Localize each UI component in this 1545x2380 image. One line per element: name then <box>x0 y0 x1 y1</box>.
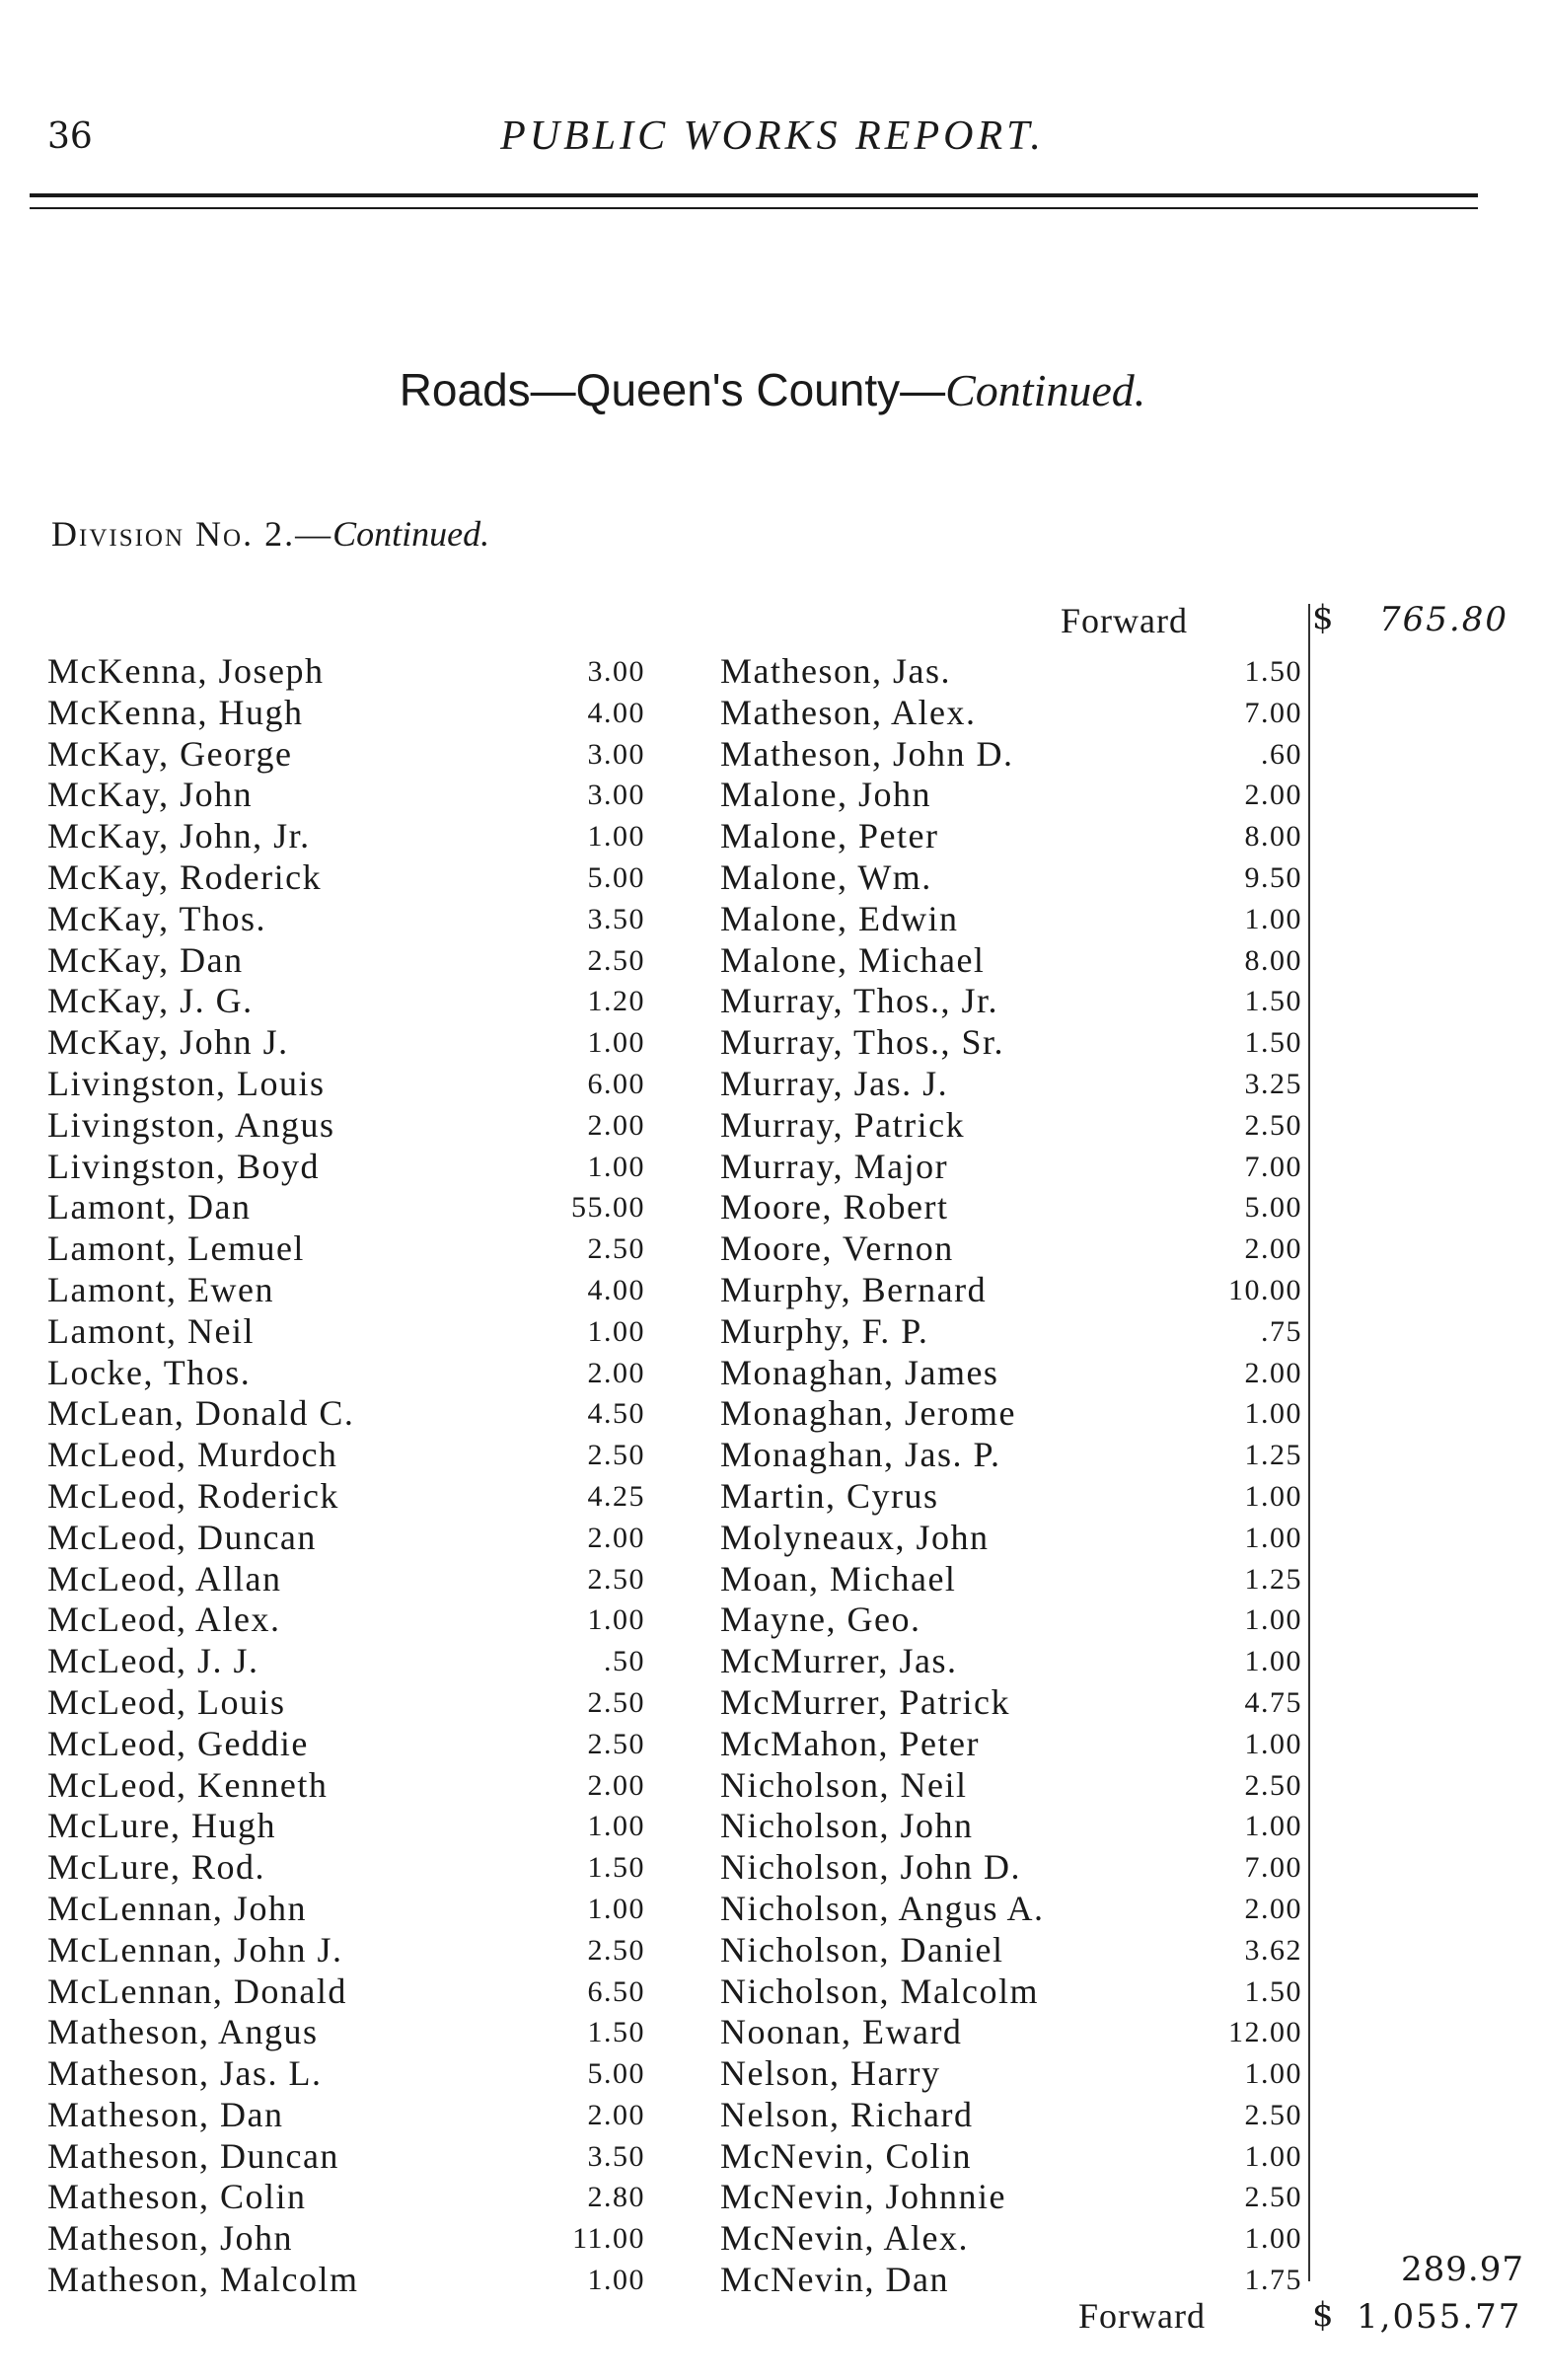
list-item <box>720 2218 1312 2260</box>
entry-amount: 1.00 <box>1244 2057 1302 2091</box>
list-item <box>47 1599 645 1641</box>
list-item <box>47 1393 645 1435</box>
list-item <box>720 2012 1312 2053</box>
entry-name: McKay, Dan <box>47 939 244 980</box>
entry-name: Monaghan, Jas. P. <box>720 1435 1001 1475</box>
entry-amount: 7.00 <box>1244 1851 1302 1885</box>
header-rule-thick <box>30 193 1478 197</box>
entry-name: Locke, Thos. <box>47 1352 252 1392</box>
entry-name: Matheson, Malcolm <box>47 2260 359 2300</box>
list-item <box>720 734 1312 776</box>
entry-amount: 4.50 <box>587 1397 645 1431</box>
entry-name: McMurrer, Jas. <box>720 1641 958 1681</box>
entry-amount: 11.00 <box>572 2222 645 2256</box>
entry-name: McLeod, Kenneth <box>47 1764 329 1805</box>
entry-name: Malone, Peter <box>720 816 939 856</box>
list-item <box>720 1228 1312 1270</box>
list-item <box>47 1063 645 1105</box>
entry-amount: 8.00 <box>1244 943 1302 977</box>
list-item <box>47 981 645 1022</box>
entry-name: Nicholson, Neil <box>720 1764 968 1805</box>
entry-amount: .75 <box>1261 1314 1302 1348</box>
entry-name: McLean, Donald C. <box>47 1393 355 1434</box>
list-item <box>720 1022 1312 1064</box>
entry-name: Monaghan, James <box>720 1352 999 1392</box>
list-item <box>47 1641 645 1682</box>
list-item <box>47 775 645 816</box>
list-item <box>47 1228 645 1270</box>
entry-amount: 1.00 <box>587 1603 645 1637</box>
entry-name: Lamont, Ewen <box>47 1269 274 1309</box>
entry-name: Murray, Jas. J. <box>720 1063 949 1103</box>
entry-name: McLennan, John J. <box>47 1929 343 1970</box>
list-item <box>720 1641 1312 1682</box>
entry-amount: 1.25 <box>1244 1439 1302 1472</box>
entry-name: Noonan, Eward <box>720 2012 963 2052</box>
entry-name: McNevin, Dan <box>720 2260 949 2300</box>
entry-amount: 2.00 <box>1244 779 1302 812</box>
list-item <box>47 733 645 776</box>
list-item <box>720 1971 1312 2013</box>
list-item <box>47 692 645 734</box>
entry-name: Malone, Michael <box>720 939 986 980</box>
list-item <box>720 981 1312 1022</box>
list-item <box>720 1105 1312 1147</box>
list-item <box>720 1476 1312 1518</box>
entry-name: Lamont, Lemuel <box>47 1228 305 1269</box>
entry-name: McLeod, Alex. <box>47 1599 281 1640</box>
list-item <box>47 2260 645 2301</box>
entry-amount: 1.50 <box>587 1851 645 1885</box>
entry-name: McMahon, Peter <box>720 1723 980 1763</box>
list-item <box>47 1929 645 1971</box>
entry-name: McKay, Roderick <box>47 856 323 897</box>
entry-amount: 3.50 <box>587 902 645 935</box>
entry-amount: 2.00 <box>587 2098 645 2131</box>
list-item <box>720 1559 1312 1600</box>
list-item <box>47 1888 645 1930</box>
division-heading <box>51 513 489 555</box>
entry-amount: 2.50 <box>587 1727 645 1760</box>
forward-currency-top: $ <box>1312 598 1334 637</box>
entry-name: McLeod, Louis <box>47 1681 286 1722</box>
entry-amount: 2.50 <box>587 1685 645 1719</box>
entry-amount: 1.75 <box>1244 2264 1302 2297</box>
entry-name: McLeod, Murdoch <box>47 1435 338 1475</box>
page-number: 36 <box>47 116 93 157</box>
entry-amount: 1.00 <box>587 2264 645 2297</box>
entry-amount: 3.00 <box>587 737 645 771</box>
list-item <box>720 816 1312 857</box>
list-item <box>47 1558 645 1600</box>
entry-name: Murray, Major <box>720 1146 949 1186</box>
list-item <box>720 2136 1312 2178</box>
list-item <box>720 775 1312 816</box>
list-item <box>720 1682 1312 1724</box>
entry-name: Matheson, Alex. <box>720 692 977 732</box>
entry-name: McKay, John J. <box>47 1022 289 1063</box>
entry-name: Malone, Wm. <box>720 856 932 897</box>
left-column <box>47 651 645 2301</box>
entry-name: McMurrer, Patrick <box>720 1681 1010 1722</box>
entry-amount: 2.00 <box>1244 1356 1302 1389</box>
list-item <box>47 1847 645 1889</box>
list-item <box>720 1724 1312 1765</box>
entry-amount: 1.50 <box>1244 1974 1302 2008</box>
entry-amount: 5.00 <box>1244 1191 1302 1225</box>
entry-amount: 9.50 <box>1244 860 1302 894</box>
list-item <box>720 2260 1312 2301</box>
entry-name: McLeod, Duncan <box>47 1517 317 1557</box>
entry-amount: 1.00 <box>1244 1645 1302 1678</box>
list-item <box>47 2053 645 2095</box>
entry-name: Matheson, Dan <box>47 2094 284 2134</box>
entry-amount: 2.00 <box>587 1521 645 1554</box>
list-item <box>47 1971 645 2013</box>
entry-amount: 8.00 <box>1244 820 1302 854</box>
entry-name: Molyneaux, John <box>720 1517 990 1557</box>
entry-amount: 1.00 <box>1244 1727 1302 1760</box>
list-item <box>47 1806 645 1847</box>
entry-name: McKay, John, Jr. <box>47 816 311 856</box>
entry-name: Livingston, Angus <box>47 1104 335 1145</box>
entry-amount: 1.00 <box>1244 1479 1302 1513</box>
list-item <box>47 1352 645 1394</box>
entry-name: McLennan, John <box>47 1888 307 1928</box>
entry-name: Matheson, Jas. <box>720 651 951 691</box>
entry-amount: 1.00 <box>587 1026 645 1060</box>
entry-name: Lamont, Neil <box>47 1310 255 1351</box>
entry-name: Monaghan, Jerome <box>720 1393 1016 1434</box>
entry-amount: 1.00 <box>1244 902 1302 935</box>
list-item <box>47 816 645 857</box>
entry-name: McKay, George <box>47 733 293 774</box>
entry-amount: 1.00 <box>587 1892 645 1925</box>
entry-name: Moore, Vernon <box>720 1228 954 1269</box>
list-item <box>720 1187 1312 1228</box>
section-title-main: Roads—Queen's County— <box>399 364 946 415</box>
list-item <box>720 693 1312 734</box>
entry-amount: 2.50 <box>1244 1768 1302 1802</box>
entry-name: McLeod, J. J. <box>47 1641 259 1681</box>
entry-amount: 55.00 <box>571 1191 645 1225</box>
entry-name: Mayne, Geo. <box>720 1599 921 1640</box>
entry-amount: 2.00 <box>1244 1232 1302 1266</box>
entry-name: Livingston, Boyd <box>47 1146 321 1186</box>
entry-amount: 1.20 <box>587 985 645 1018</box>
entry-amount: 2.50 <box>587 943 645 977</box>
list-item <box>47 2135 645 2178</box>
list-item <box>720 1889 1312 1930</box>
list-item <box>47 1269 645 1311</box>
entry-amount: 1.50 <box>587 2016 645 2049</box>
list-item <box>47 1146 645 1188</box>
entry-amount: 2.00 <box>587 1108 645 1142</box>
entry-amount: 2.00 <box>1244 1892 1302 1925</box>
entry-name: McLeod, Geddie <box>47 1723 309 1763</box>
list-item <box>720 1393 1312 1435</box>
list-item <box>47 1187 645 1228</box>
entry-amount: .50 <box>604 1645 645 1678</box>
entry-name: McLennan, Donald <box>47 1971 347 2011</box>
list-item <box>720 1311 1312 1353</box>
entry-amount: 1.00 <box>587 1314 645 1348</box>
entry-amount: 2.00 <box>587 1768 645 1802</box>
list-item <box>720 1847 1312 1889</box>
entry-name: Murphy, Bernard <box>720 1269 988 1309</box>
list-item <box>720 2053 1312 2095</box>
entry-amount: 1.50 <box>1244 985 1302 1018</box>
entry-amount: 2.50 <box>587 1439 645 1472</box>
entry-amount: 6.00 <box>587 1067 645 1100</box>
entry-amount: 10.00 <box>1228 1273 1302 1306</box>
entry-amount: 1.00 <box>1244 2222 1302 2256</box>
entry-name: McLeod, Allan <box>47 1558 282 1599</box>
list-item <box>47 1310 645 1353</box>
entry-name: Nelson, Harry <box>720 2053 941 2094</box>
entry-name: Livingston, Louis <box>47 1063 326 1103</box>
entry-name: Moan, Michael <box>720 1558 957 1599</box>
section-title-continued: Continued. <box>945 365 1146 415</box>
entry-name: Murphy, F. P. <box>720 1310 929 1351</box>
entry-name: McLure, Hugh <box>47 1806 276 1846</box>
entry-amount: 3.62 <box>1244 1933 1302 1967</box>
list-item <box>720 1270 1312 1311</box>
entry-amount: 3.25 <box>1244 1067 1302 1100</box>
entry-name: Nicholson, Malcolm <box>720 1971 1039 2011</box>
division-continued: Continued. <box>332 514 490 554</box>
entry-amount: 2.50 <box>1244 2181 1302 2214</box>
list-item <box>47 1022 645 1064</box>
list-item <box>720 1599 1312 1641</box>
entry-amount: 5.00 <box>587 860 645 894</box>
entry-name: Nelson, Richard <box>720 2094 974 2134</box>
entry-amount: .60 <box>1261 737 1302 771</box>
entry-amount: 2.80 <box>587 2181 645 2214</box>
entry-amount: 1.00 <box>587 1150 645 1183</box>
column-subtotal: 289.97 <box>1401 2250 1524 2289</box>
list-item <box>47 939 645 982</box>
entry-name: Nicholson, Daniel <box>720 1929 1004 1970</box>
entry-name: Nicholson, John D. <box>720 1847 1021 1888</box>
entry-amount: 6.50 <box>587 1974 645 2008</box>
entry-name: Murray, Thos., Sr. <box>720 1022 1004 1063</box>
entry-name: McKay, Thos. <box>47 898 266 938</box>
entry-amount: 1.50 <box>1244 655 1302 688</box>
entry-amount: 4.00 <box>587 696 645 729</box>
entry-name: Murray, Thos., Jr. <box>720 981 998 1021</box>
list-item <box>720 1353 1312 1394</box>
list-item <box>47 2012 645 2053</box>
entry-amount: 2.00 <box>587 1356 645 1389</box>
entry-name: Matheson, Colin <box>47 2177 307 2217</box>
entry-amount: 1.00 <box>587 820 645 854</box>
list-item <box>47 1104 645 1147</box>
entry-amount: 1.00 <box>1244 2139 1302 2173</box>
list-item <box>720 651 1312 693</box>
entry-name: Martin, Cyrus <box>720 1475 939 1516</box>
list-item <box>720 940 1312 982</box>
entry-amount: 1.25 <box>1244 1562 1302 1596</box>
list-item <box>720 1435 1312 1476</box>
list-item <box>47 1435 645 1476</box>
list-item <box>47 2218 645 2260</box>
list-item <box>47 1723 645 1765</box>
list-item <box>47 1681 645 1724</box>
list-item <box>720 1147 1312 1188</box>
list-item <box>47 1475 645 1518</box>
entry-name: Matheson, Angus <box>47 2012 319 2052</box>
entry-name: McLeod, Roderick <box>47 1475 339 1516</box>
entry-name: Nicholson, Angus A. <box>720 1888 1045 1928</box>
entry-name: McKenna, Hugh <box>47 692 304 732</box>
forward-label-top: Forward <box>1061 601 1188 640</box>
list-item <box>720 1765 1312 1807</box>
entry-amount: 2.50 <box>1244 2098 1302 2131</box>
entry-amount: 4.00 <box>587 1273 645 1306</box>
entry-name: Matheson, John <box>47 2218 293 2259</box>
entry-name: Malone, John <box>720 775 931 815</box>
right-column <box>720 651 1312 2301</box>
entry-name: McKenna, Joseph <box>47 651 325 691</box>
entry-name: Murray, Patrick <box>720 1104 966 1145</box>
entry-amount: 1.50 <box>1244 1026 1302 1060</box>
entry-name: McNevin, Johnnie <box>720 2177 1006 2217</box>
entry-amount: 12.00 <box>1228 2016 1302 2049</box>
list-item <box>47 898 645 940</box>
entry-name: Lamont, Dan <box>47 1187 252 1227</box>
entry-name: Matheson, Jas. L. <box>47 2053 323 2094</box>
list-item <box>47 2094 645 2136</box>
entry-amount: 2.50 <box>587 1562 645 1596</box>
entry-name: Matheson, John D. <box>720 733 1014 774</box>
list-item <box>720 1518 1312 1559</box>
entry-amount: 7.00 <box>1244 1150 1302 1183</box>
list-item <box>47 2177 645 2218</box>
forward-currency-bottom: $ <box>1312 2295 1334 2335</box>
entry-amount: 2.50 <box>587 1232 645 1266</box>
entry-amount: 2.50 <box>1244 1108 1302 1142</box>
entry-amount: 3.50 <box>587 2139 645 2173</box>
entry-name: Malone, Edwin <box>720 898 959 938</box>
entry-name: McNevin, Alex. <box>720 2218 969 2259</box>
entry-amount: 1.00 <box>1244 1521 1302 1554</box>
forward-label-bottom: Forward <box>1078 2296 1206 2336</box>
entry-amount: 1.00 <box>1244 1397 1302 1431</box>
list-item <box>47 651 645 693</box>
entry-name: McKay, John <box>47 775 254 815</box>
running-head: PUBLIC WORKS REPORT. <box>500 113 1045 159</box>
forward-amount-top: 765.80 <box>1379 600 1508 639</box>
entry-name: Matheson, Duncan <box>47 2135 339 2176</box>
entry-amount: 1.00 <box>1244 1603 1302 1637</box>
list-item <box>720 2177 1312 2218</box>
entry-amount: 7.00 <box>1244 696 1302 729</box>
entry-amount: 3.00 <box>587 779 645 812</box>
entry-amount: 5.00 <box>587 2057 645 2091</box>
entry-amount: 4.75 <box>1244 1685 1302 1719</box>
list-item <box>720 1930 1312 1971</box>
entry-amount: 1.00 <box>587 1810 645 1843</box>
list-item <box>720 1064 1312 1105</box>
entry-amount: 1.00 <box>1244 1810 1302 1843</box>
forward-amount-bottom: 1,055.77 <box>1357 2297 1522 2337</box>
list-item <box>720 899 1312 940</box>
list-item <box>720 857 1312 899</box>
header-rule-thin <box>30 207 1478 209</box>
entry-name: McKay, J. G. <box>47 981 254 1021</box>
list-item <box>47 1517 645 1559</box>
list-item <box>47 1764 645 1807</box>
entry-name: Moore, Robert <box>720 1187 949 1227</box>
entry-name: McNevin, Colin <box>720 2135 972 2176</box>
list-item <box>47 856 645 899</box>
list-item <box>720 1806 1312 1847</box>
section-title <box>0 363 1545 416</box>
entry-amount: 2.50 <box>587 1933 645 1967</box>
entry-amount: 4.25 <box>587 1479 645 1513</box>
entry-amount: 3.00 <box>587 655 645 688</box>
division-label: Division No. 2.— <box>51 514 333 554</box>
list-item <box>720 2095 1312 2136</box>
entry-name: Nicholson, John <box>720 1806 974 1846</box>
entry-name: McLure, Rod. <box>47 1847 265 1888</box>
